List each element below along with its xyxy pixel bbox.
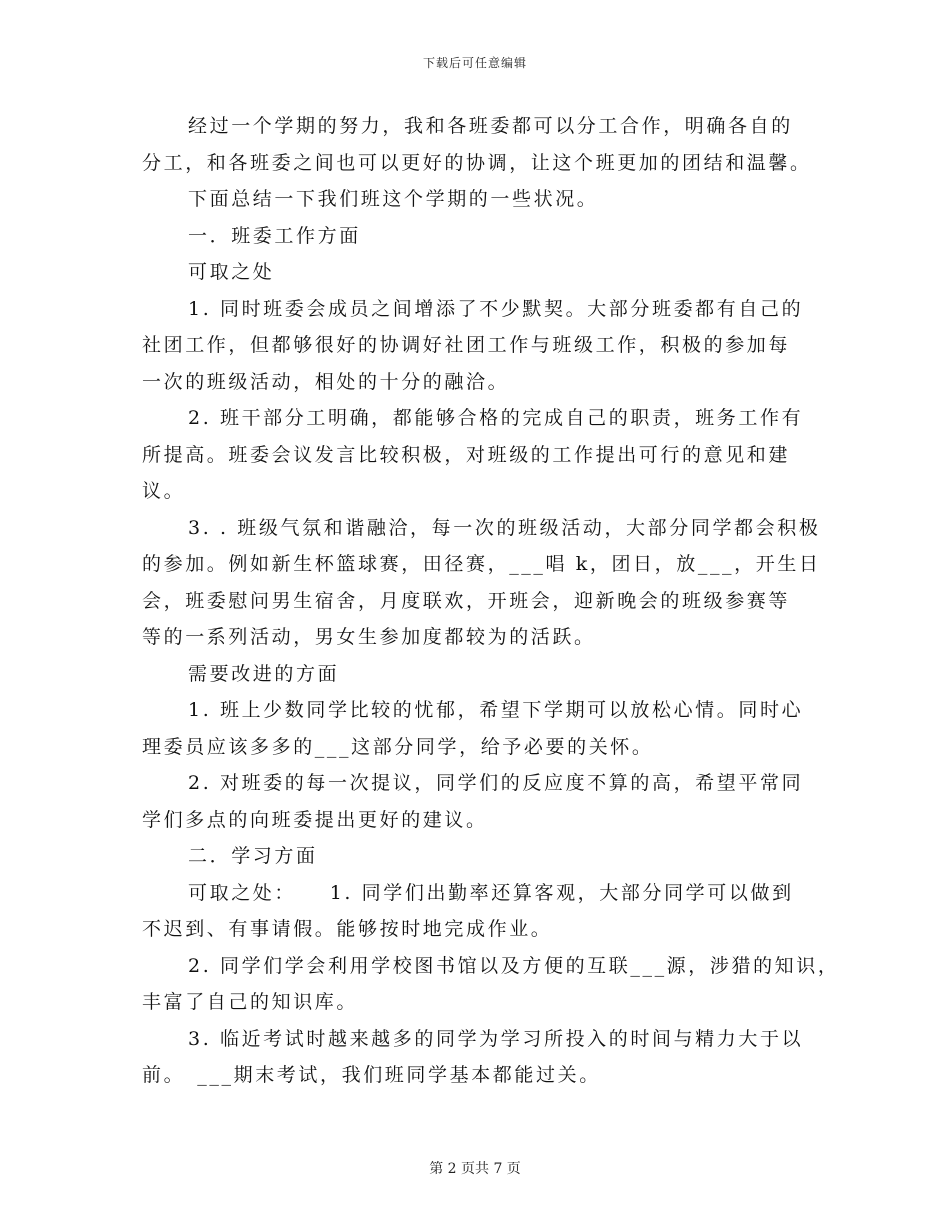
text-line: 丰富了自己的知识库。 [142, 991, 359, 1013]
paragraph-intro [142, 108, 822, 181]
paragraph-summary-lead [142, 181, 822, 218]
text-line: 1. 同时班委会成员之间增添了不少默契。大部分班委都有自己的 [188, 297, 804, 320]
section-heading-committee [142, 218, 822, 255]
document-body [142, 108, 840, 1094]
subheading-strengths [142, 254, 822, 291]
paragraph-item-2 [142, 400, 822, 510]
text-line: 2. 对班委的每一次提议，同学们的反应度不算的高，希望平常同 [188, 772, 804, 794]
text-line: 前。 ___期末考试，我们班同学基本都能过关。 [142, 1064, 601, 1086]
text-line: 会，班委慰问男生宿舍，月度联欢，开班会，迎新晚会的班级参赛等 [142, 589, 791, 612]
text-line: 经过一个学期的努力，我和各班委都可以分工合作，明确各自的 [188, 115, 793, 137]
text-line: 学们多点的向班委提出更好的建议。 [142, 808, 488, 831]
paragraph-item-3 [142, 510, 822, 656]
text-line: 所提高。班委会议发言比较积极，对班级的工作提出可行的意见和建 [142, 443, 791, 466]
text-line: 一次的班级活动，相处的十分的融洽。 [142, 370, 510, 393]
paragraph-improve-2 [142, 765, 822, 838]
paragraph-study-3 [142, 1021, 822, 1094]
text-line: 下面总结一下我们班这个学期的一些状况。 [188, 188, 599, 210]
text-line: 3. . 班级气氛和谐融洽，每一次的班级活动，大部分同学都会积极 [188, 516, 821, 539]
text-line: 1. 班上少数同学比较的忧郁，希望下学期可以放松心情。同时心 [188, 699, 804, 721]
paragraph-item-1 [142, 291, 822, 401]
text-line: 等的一系列活动，男女生参加度都较为的活跃。 [142, 626, 596, 648]
text-line: 2. 班干部分工明确，都能够合格的完成自己的职责，班务工作有 [188, 407, 804, 429]
text-line: 需要改进的方面 [188, 662, 340, 685]
text-line: 2. 同学们学会利用学校图书馆以及方便的互联___源，涉猎的知识， [188, 954, 840, 977]
subheading-improvements [142, 656, 822, 693]
text-line: 社团工作，但都够很好的协调好社团工作与班级工作，积极的参加每 [142, 334, 791, 356]
text-line: 二．学习方面 [188, 845, 318, 867]
text-line: 可取之处 [188, 261, 275, 283]
text-line: 一．班委工作方面 [188, 224, 361, 247]
text-line: 议。 [142, 480, 186, 502]
text-line: 的参加。例如新生杯篮球赛，田径赛，___唱 k，团日，放___，开生日 [142, 553, 821, 575]
text-line: 不迟到、有事请假。能够按时地完成作业。 [142, 918, 553, 940]
text-line: 理委员应该多多的___这部分同学，给予必要的关怀。 [142, 735, 654, 758]
page-header: 下载后可任意编辑 [422, 56, 527, 70]
paragraph-study-1 [142, 875, 822, 948]
page-number: 第 2 页共 7 页 [429, 1161, 521, 1177]
text-line: 分工，和各班委之间也可以更好的协调，让这个班更加的团结和温馨。 [142, 151, 812, 174]
text-line: 3. 临近考试时越来越多的同学为学习所投入的时间与精力大于以 [188, 1027, 804, 1050]
text-line: 可取之处： 1. 同学们出勤率还算客观，大部分同学可以做到 [188, 881, 794, 904]
paragraph-improve-1 [142, 692, 822, 765]
paragraph-study-2 [142, 948, 840, 1021]
section-heading-study [142, 838, 822, 875]
